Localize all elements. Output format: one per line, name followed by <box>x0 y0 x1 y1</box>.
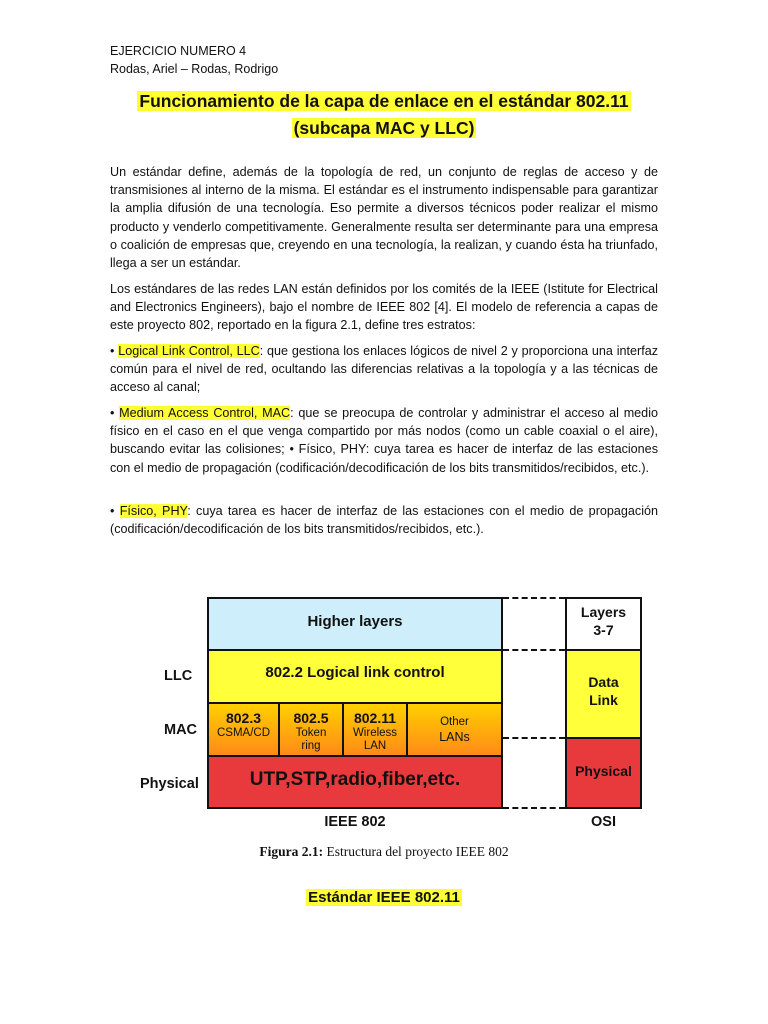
bullet-mac-dot: • <box>110 406 115 420</box>
paragraph-lan-standards: Los estándares de las redes LAN están definidos por los comités de la IEEE (Istitute for Electrical and Electronics Engineers), bajo el nombre de IEEE 802 [4]. El modelo de referencia a capas de este proyecto 802, reportado en la figura 2.1, define tres estratos: <box>110 282 658 333</box>
title-line-1: Funcionamiento de la capa de enlace en el estándar 802.11 <box>139 91 629 111</box>
bullet-llc-text: : que gestiona los enlaces lógicos de nivel 2 y proporciona una interfaz común para el nivel de red, ocultando las diferencias relativas a la topología y a las técnicas de acceso al canal; <box>110 344 658 395</box>
mac-8023-sub: CSMA/CD <box>216 727 271 739</box>
section-subtitle-text: Estándar IEEE 802.11 <box>308 889 460 906</box>
mac-80211-box <box>342 702 408 757</box>
section-subtitle <box>0 889 768 906</box>
mac-80211-sub2: LAN <box>363 740 387 752</box>
dash-line-top <box>503 597 565 599</box>
term-phy: Físico, PHY <box>119 504 188 518</box>
physical-box <box>207 755 503 809</box>
osi-datalink-line1: Data <box>588 674 619 690</box>
osi-datalink-line2: Link <box>589 692 618 708</box>
dash-line-mac <box>503 737 565 739</box>
higher-layers-box <box>207 597 503 651</box>
dash-line-llc <box>503 649 565 651</box>
mac-other-line2: LANs <box>439 730 470 744</box>
bullet-phy-dot: • <box>110 504 115 518</box>
header-authors: Rodas, Ariel – Rodas, Rodrigo <box>110 62 279 76</box>
title-line-2: (subcapa MAC y LLC) <box>293 118 475 138</box>
bullet-llc-dot: • <box>110 344 115 358</box>
mac-8025-sub2: ring <box>301 740 321 752</box>
dash-line-bottom <box>503 807 565 809</box>
figure-caption-label: Figura 2.1: <box>259 844 324 859</box>
llc-box-label: 802.2 Logical link control <box>265 664 445 681</box>
term-mac: Medium Access Control, MAC <box>119 406 291 420</box>
bottom-label-ieee802: IEEE 802 <box>324 814 386 830</box>
left-label-physical: Physical <box>140 776 199 792</box>
term-llc: Logical Link Control, LLC <box>118 344 260 358</box>
osi-layers-line2: 3-7 <box>593 622 614 638</box>
left-label-llc: LLC <box>164 668 193 684</box>
mac-80211-sub1: Wireless <box>352 727 398 739</box>
document-title <box>60 88 708 142</box>
bullet-llc <box>110 342 658 397</box>
bullet-phy <box>110 502 658 538</box>
osi-layers-box <box>565 597 642 651</box>
left-label-mac: MAC <box>164 722 198 738</box>
higher-layers-label: Higher layers <box>307 613 403 630</box>
mac-other-box <box>406 702 503 757</box>
mac-other-line1: Other <box>440 716 469 728</box>
physical-box-label: UTP,STP,radio,fiber,etc. <box>249 769 461 790</box>
paragraph-standard-definition: Un estándar define, además de la topología de red, un conjunto de reglas de acceso y de transmisiones al interno de la misma. El estándar es el instrumento indispensable para garantizar la amplia difusión de una tecnología. Eso permite a diversos técnicos poder realizar el mismo producto y venderlo competitivamente. Generalmente resulta ser determinante para una empresa o coalición de empresas que, creyendo en una tecnología, la realizan, y cuando ésta ha triunfado, llega a ser un estándar. <box>110 165 658 271</box>
llc-box <box>207 649 503 704</box>
mac-8025-sub1: Token <box>295 727 327 739</box>
figure-caption-text: Estructura del proyecto IEEE 802 <box>326 844 509 859</box>
header-exercise: EJERCICIO NUMERO 4 <box>110 44 247 58</box>
mac-8023-box <box>207 702 280 757</box>
bottom-label-osi: OSI <box>591 814 616 830</box>
bullet-mac-text: : que se preocupa de controlar y administrar el acceso al medio físico en el caso en el que venga compartido por más nodos (como un cable coaxial o el aire), buscando evitar las colisiones; • Físico, PHY: cuya tarea es hacer de interfaz de las estaciones con el medio de propagación (codificación/decodificación de los bits transmitidos/recibidos, etc.). <box>110 406 658 475</box>
osi-physical-box <box>565 737 642 809</box>
bullet-mac <box>110 404 658 477</box>
bullet-phy-text: : cuya tarea es hacer de interfaz de las estaciones con el medio de propagación (codificación/decodificación de los bits transmitidos/recibidos, etc.). <box>110 504 659 537</box>
mac-8025-number: 802.5 <box>293 710 329 726</box>
osi-layers-line1: Layers <box>580 604 627 620</box>
osi-physical-label: Physical <box>575 763 632 779</box>
ieee802-diagram <box>130 585 650 875</box>
figure-caption <box>0 844 768 860</box>
mac-8023-number: 802.3 <box>225 710 262 726</box>
mac-80211-number: 802.11 <box>353 710 397 726</box>
mac-8025-box <box>278 702 344 757</box>
osi-datalink-box <box>565 649 642 739</box>
